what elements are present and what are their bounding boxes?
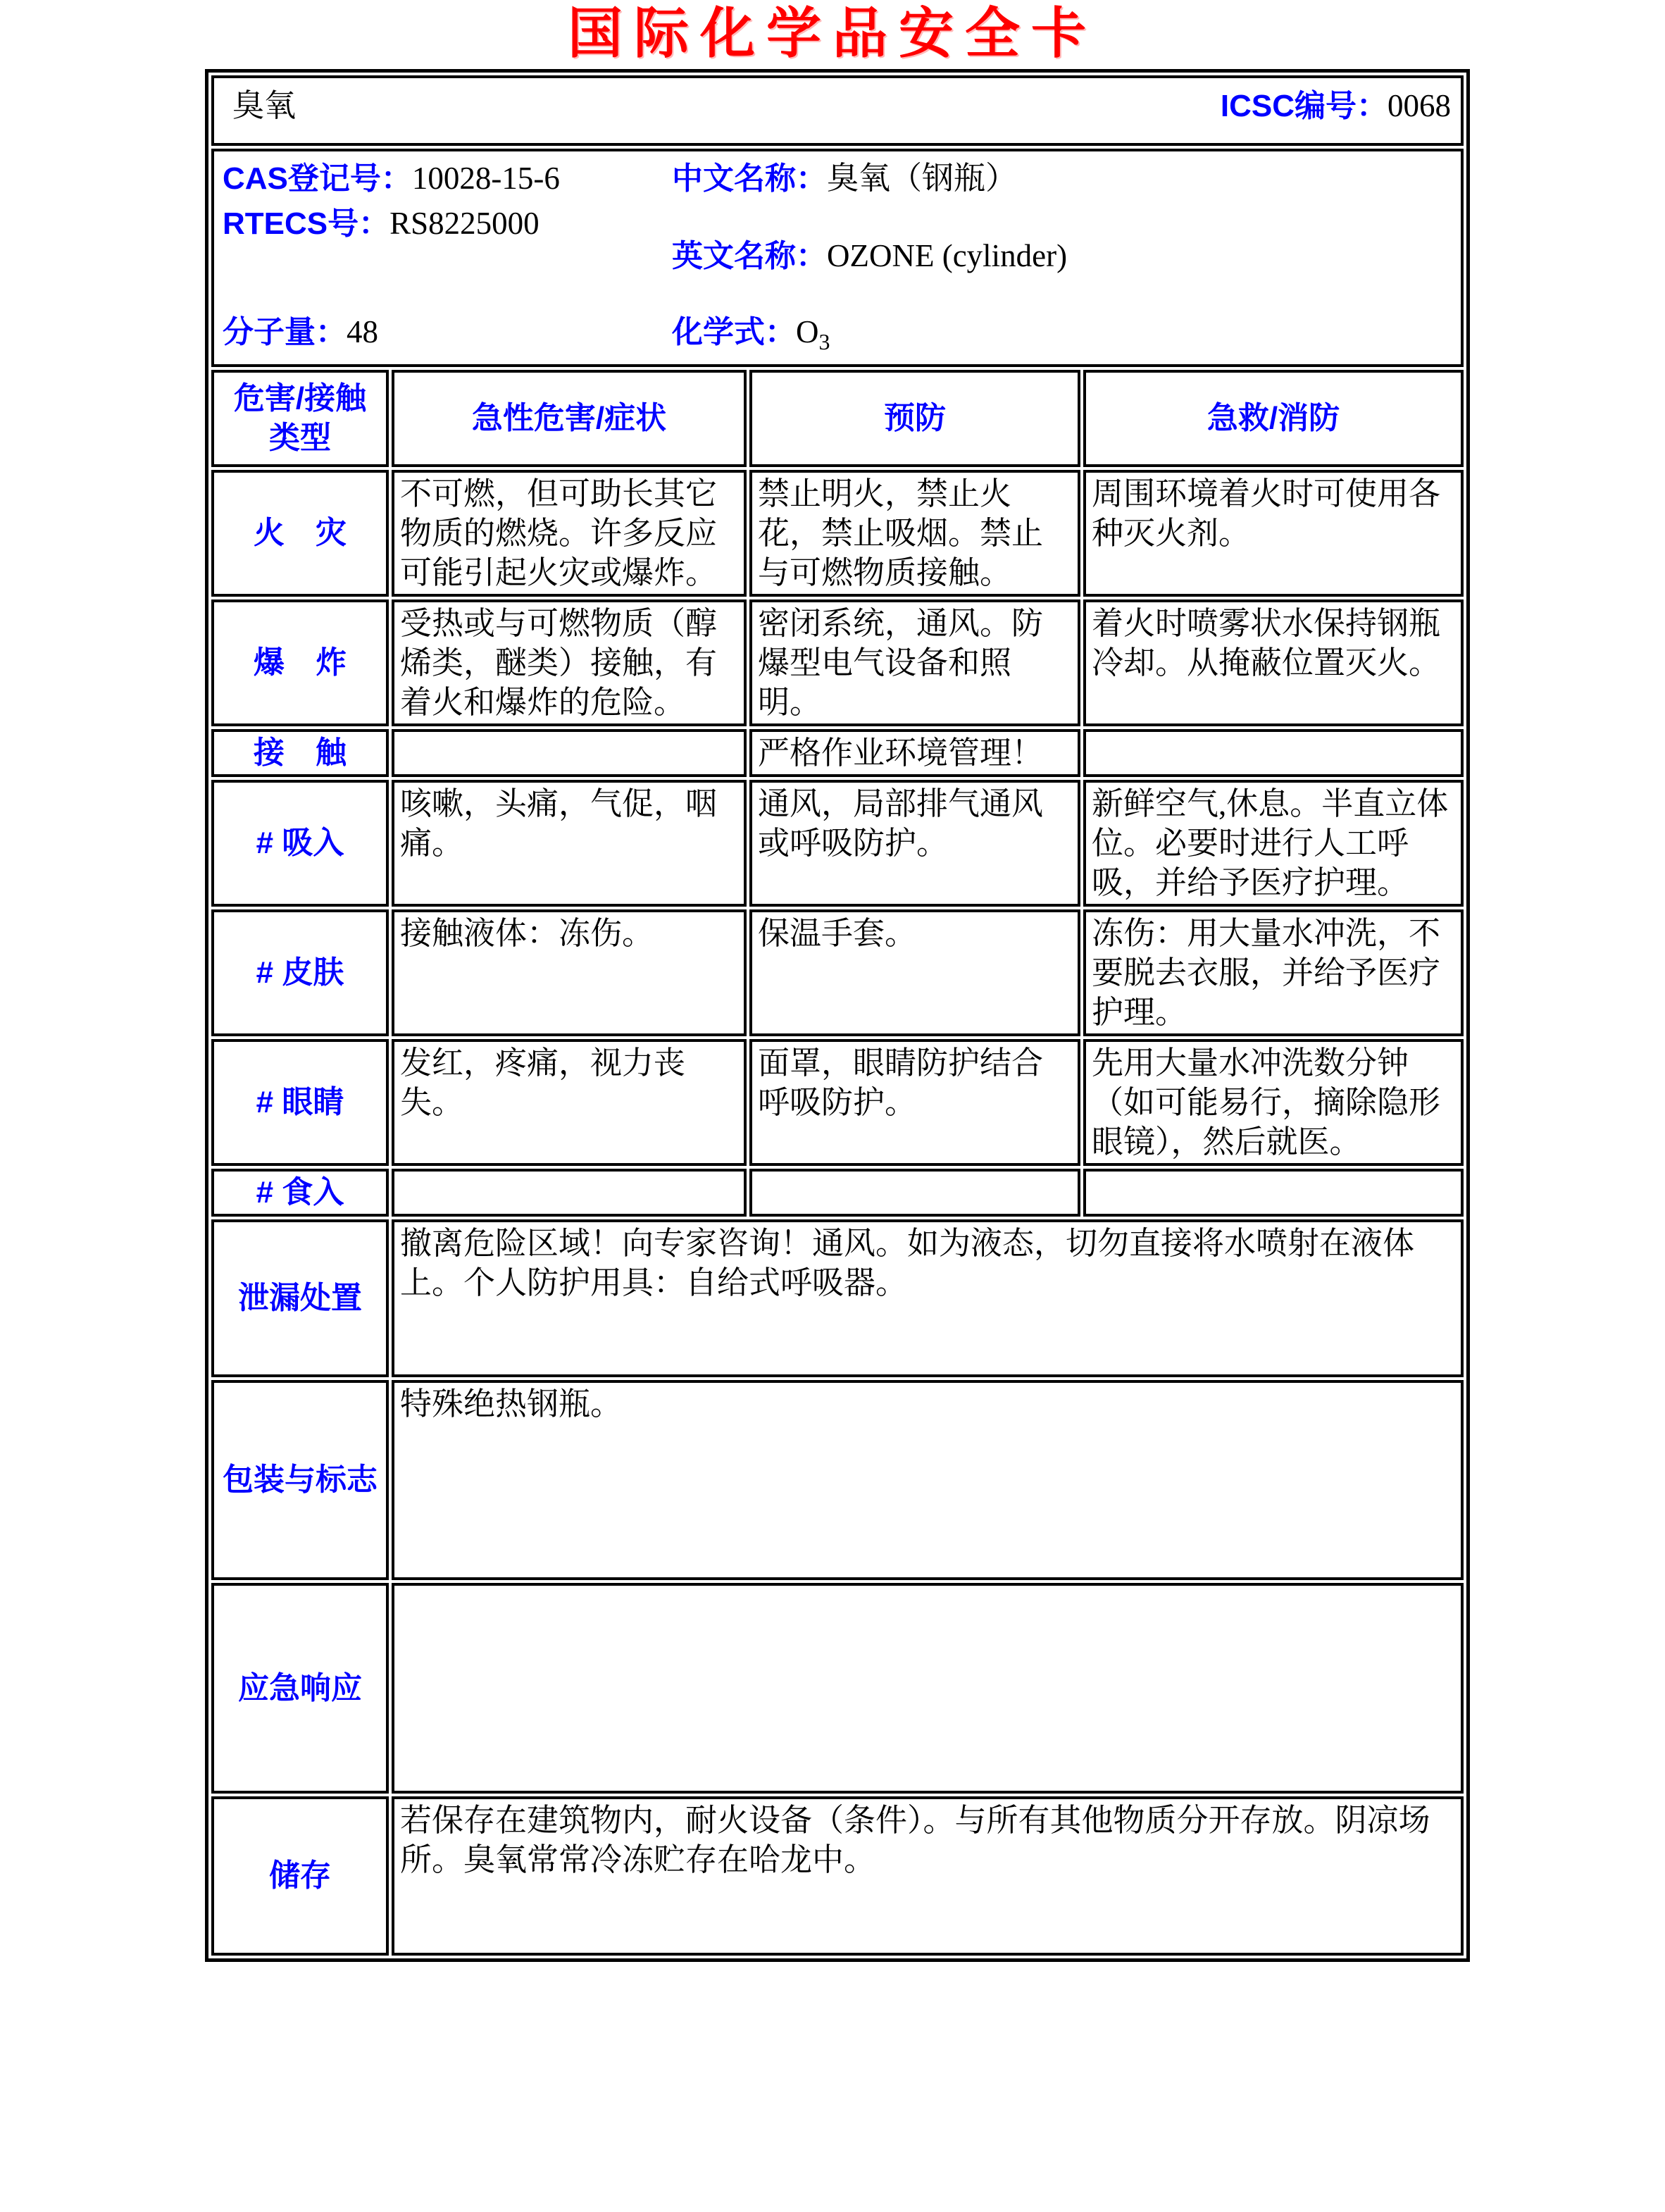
substance-header-row	[211, 75, 1464, 146]
fire-prevention-cell: 禁止明火，禁止火花，禁止吸烟。禁止与可燃物质接触。	[749, 470, 1080, 597]
molecular-weight-label: 分子量：	[223, 315, 347, 349]
ingestion-symptoms-cell	[392, 1169, 747, 1217]
storage-content-cell: 若保存在建筑物内，耐火设备（条件）。与所有其他物质分开存放。阴凉场所。臭氧常常冷冻贮存在哈龙中。	[392, 1796, 1464, 1956]
column-header-acute-hazards: 急性危害/症状	[392, 370, 747, 467]
packaging-labelling-label: 包装与标志	[211, 1380, 389, 1580]
column-header-prevention: 预防	[749, 370, 1080, 467]
skin-symptoms-cell: 接触液体：冻伤。	[392, 909, 747, 1036]
eyes-prevention-cell: 面罩，眼睛防护结合呼吸防护。	[749, 1039, 1080, 1166]
emergency-response-label: 应急响应	[211, 1583, 389, 1794]
packaging-labelling-content-cell: 特殊绝热钢瓶。	[392, 1380, 1464, 1580]
explosion-row-label: 爆 炸	[211, 599, 389, 726]
substance-name: 臭氧	[232, 87, 297, 123]
exposure-response-cell	[1083, 729, 1464, 777]
ingestion-response-cell	[1083, 1169, 1464, 1217]
skin-response-cell: 冻伤：用大量水冲洗，不要脱去衣服，并给予医疗护理。	[1083, 909, 1464, 1036]
cas-label: CAS登记号：	[223, 161, 412, 196]
exposure-prevention-cell: 严格作业环境管理！	[749, 729, 1080, 777]
table-header-row	[211, 370, 1464, 467]
rtecs-value: RS8225000	[389, 206, 540, 241]
storage-label: 储存	[211, 1796, 389, 1956]
row-ingestion	[211, 1169, 1464, 1217]
fire-row-label: 火 灾	[211, 470, 389, 597]
ingestion-row-label: # 食入	[211, 1169, 389, 1217]
molecular-weight-value: 48	[347, 314, 378, 349]
identifiers-row	[211, 149, 1464, 367]
icsc-card-table	[205, 69, 1470, 1962]
chemical-formula	[672, 312, 830, 361]
english-name-label: 英文名称：	[672, 239, 827, 273]
row-storage	[211, 1796, 1464, 1956]
spillage-disposal-label: 泄漏处置	[211, 1219, 389, 1377]
page-title: 国际化学品安全卡	[567, 1, 1097, 66]
molecular-weight	[223, 312, 378, 352]
exposure-symptoms-cell	[392, 729, 747, 777]
cas-value: 10028-15-6	[411, 161, 560, 196]
explosion-prevention-cell: 密闭系统，通风。防爆型电气设备和照明。	[749, 599, 1080, 726]
chinese-name-label: 中文名称：	[672, 161, 827, 196]
substance-header-cell	[211, 75, 1464, 146]
icsc-number-value: 0068	[1388, 87, 1452, 123]
row-eyes	[211, 1039, 1464, 1166]
rtecs-number	[223, 204, 540, 244]
eyes-symptoms-cell: 发红，疼痛，视力丧失。	[392, 1039, 747, 1166]
chinese-name-value: 臭氧（钢瓶）	[827, 161, 1018, 196]
cas-number	[223, 159, 560, 199]
inhalation-row-label: # 吸入	[211, 780, 389, 907]
inhalation-response-cell: 新鲜空气,休息。半直立体位。必要时进行人工呼吸，并给予医疗护理。	[1083, 780, 1464, 907]
chemical-formula-label: 化学式：	[672, 315, 796, 349]
row-emergency-response	[211, 1583, 1464, 1794]
skin-prevention-cell: 保温手套。	[749, 909, 1080, 1036]
ingestion-prevention-cell	[749, 1169, 1080, 1217]
eyes-row-label: # 眼睛	[211, 1039, 389, 1166]
rtecs-label: RTECS号：	[223, 206, 390, 241]
inhalation-prevention-cell: 通风，局部排气通风或呼吸防护。	[749, 780, 1080, 907]
icsc-number	[1221, 86, 1451, 126]
row-skin	[211, 909, 1464, 1036]
row-explosion	[211, 599, 1464, 726]
chinese-name	[672, 159, 1017, 199]
exposure-row-label: 接 触	[211, 729, 389, 777]
fire-symptoms-cell: 不可燃，但可助长其它物质的燃烧。许多反应可能引起火灾或爆炸。	[392, 470, 747, 597]
fire-response-cell: 周围环境着火时可使用各种灭火剂。	[1083, 470, 1464, 597]
emergency-response-content-cell	[392, 1583, 1464, 1794]
skin-row-label: # 皮肤	[211, 909, 389, 1036]
chemical-formula-value: $O_3$	[796, 314, 830, 354]
identifiers-cell	[211, 149, 1464, 367]
explosion-symptoms-cell: 受热或与可燃物质（醇烯类，醚类）接触，有着火和爆炸的危险。	[392, 599, 747, 726]
explosion-response-cell: 着火时喷雾状水保持钢瓶冷却。从掩蔽位置灭火。	[1083, 599, 1464, 726]
column-header-hazard-type: 危害/接触 类型	[211, 370, 389, 467]
inhalation-symptoms-cell: 咳嗽，头痛，气促，咽痛。	[392, 780, 747, 907]
spillage-disposal-content-cell: 撤离危险区域！向专家咨询！通风。如为液态，切勿直接将水喷射在液体上。个人防护用具：自给式呼吸器。	[392, 1219, 1464, 1377]
english-name-value: OZONE (cylinder)	[827, 238, 1068, 273]
english-name	[672, 236, 1067, 276]
column-header-first-aid-firefighting: 急救/消防	[1083, 370, 1464, 467]
icsc-number-label: ICSC编号：	[1220, 88, 1388, 123]
row-fire	[211, 470, 1464, 597]
row-packaging-labelling	[211, 1380, 1464, 1580]
eyes-response-cell: 先用大量水冲洗数分钟（如可能易行，摘除隐形眼镜），然后就医。	[1083, 1039, 1464, 1166]
row-exposure	[211, 729, 1464, 777]
row-inhalation	[211, 780, 1464, 907]
row-spillage-disposal	[211, 1219, 1464, 1377]
